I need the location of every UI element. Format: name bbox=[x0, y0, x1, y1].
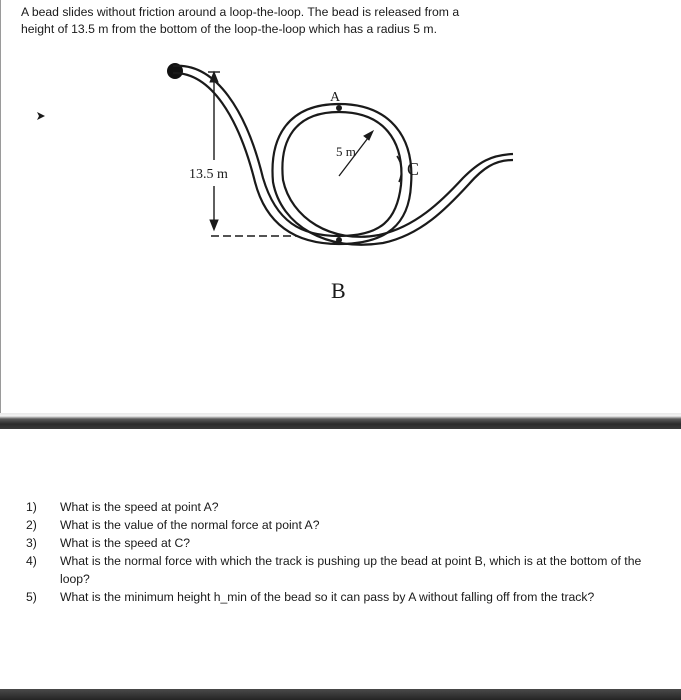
point-b-label: B bbox=[331, 278, 346, 303]
point-c-label: C bbox=[407, 159, 420, 179]
bottom-bar bbox=[0, 689, 681, 700]
question-text: What is the speed at C? bbox=[60, 536, 191, 550]
question-number: 1) bbox=[26, 500, 37, 514]
question-item bbox=[26, 552, 666, 588]
question-number: 5) bbox=[26, 590, 37, 604]
problem-statement-line-2: height of 13.5 m from the bottom of the loop-the-loop which has a radius 5 m. bbox=[21, 22, 437, 36]
small-arrow-mark bbox=[37, 112, 45, 120]
loop-the-loop-diagram bbox=[1, 0, 681, 413]
question-item bbox=[26, 534, 666, 552]
question-text: What is the value of the normal force at point A? bbox=[60, 518, 320, 532]
problem-statement-line-1: A bead slides without friction around a loop-the-loop. The bead is released from a bbox=[21, 5, 460, 19]
question-number: 2) bbox=[26, 518, 37, 532]
question-list bbox=[26, 498, 666, 606]
height-label: 13.5 m bbox=[189, 167, 228, 182]
question-number: 4) bbox=[26, 554, 37, 568]
question-text: What is the minimum height h_min of the bead so it can pass by A without falling off from the track? bbox=[60, 590, 595, 604]
point-a-marker bbox=[336, 105, 342, 111]
question-number: 3) bbox=[26, 536, 37, 550]
question-text: What is the speed at point A? bbox=[60, 500, 219, 514]
question-item bbox=[26, 588, 666, 606]
question-text: What is the normal force with which the track is pushing up the bead at point B, which is at the bottom of the loop? bbox=[60, 554, 642, 586]
point-b-marker bbox=[336, 237, 342, 243]
height-arrow bbox=[208, 72, 220, 230]
radius-label: 5 m bbox=[336, 144, 356, 159]
question-item bbox=[26, 498, 666, 516]
section-divider bbox=[0, 413, 681, 429]
point-a-label: A bbox=[330, 90, 341, 105]
question-item bbox=[26, 516, 666, 534]
